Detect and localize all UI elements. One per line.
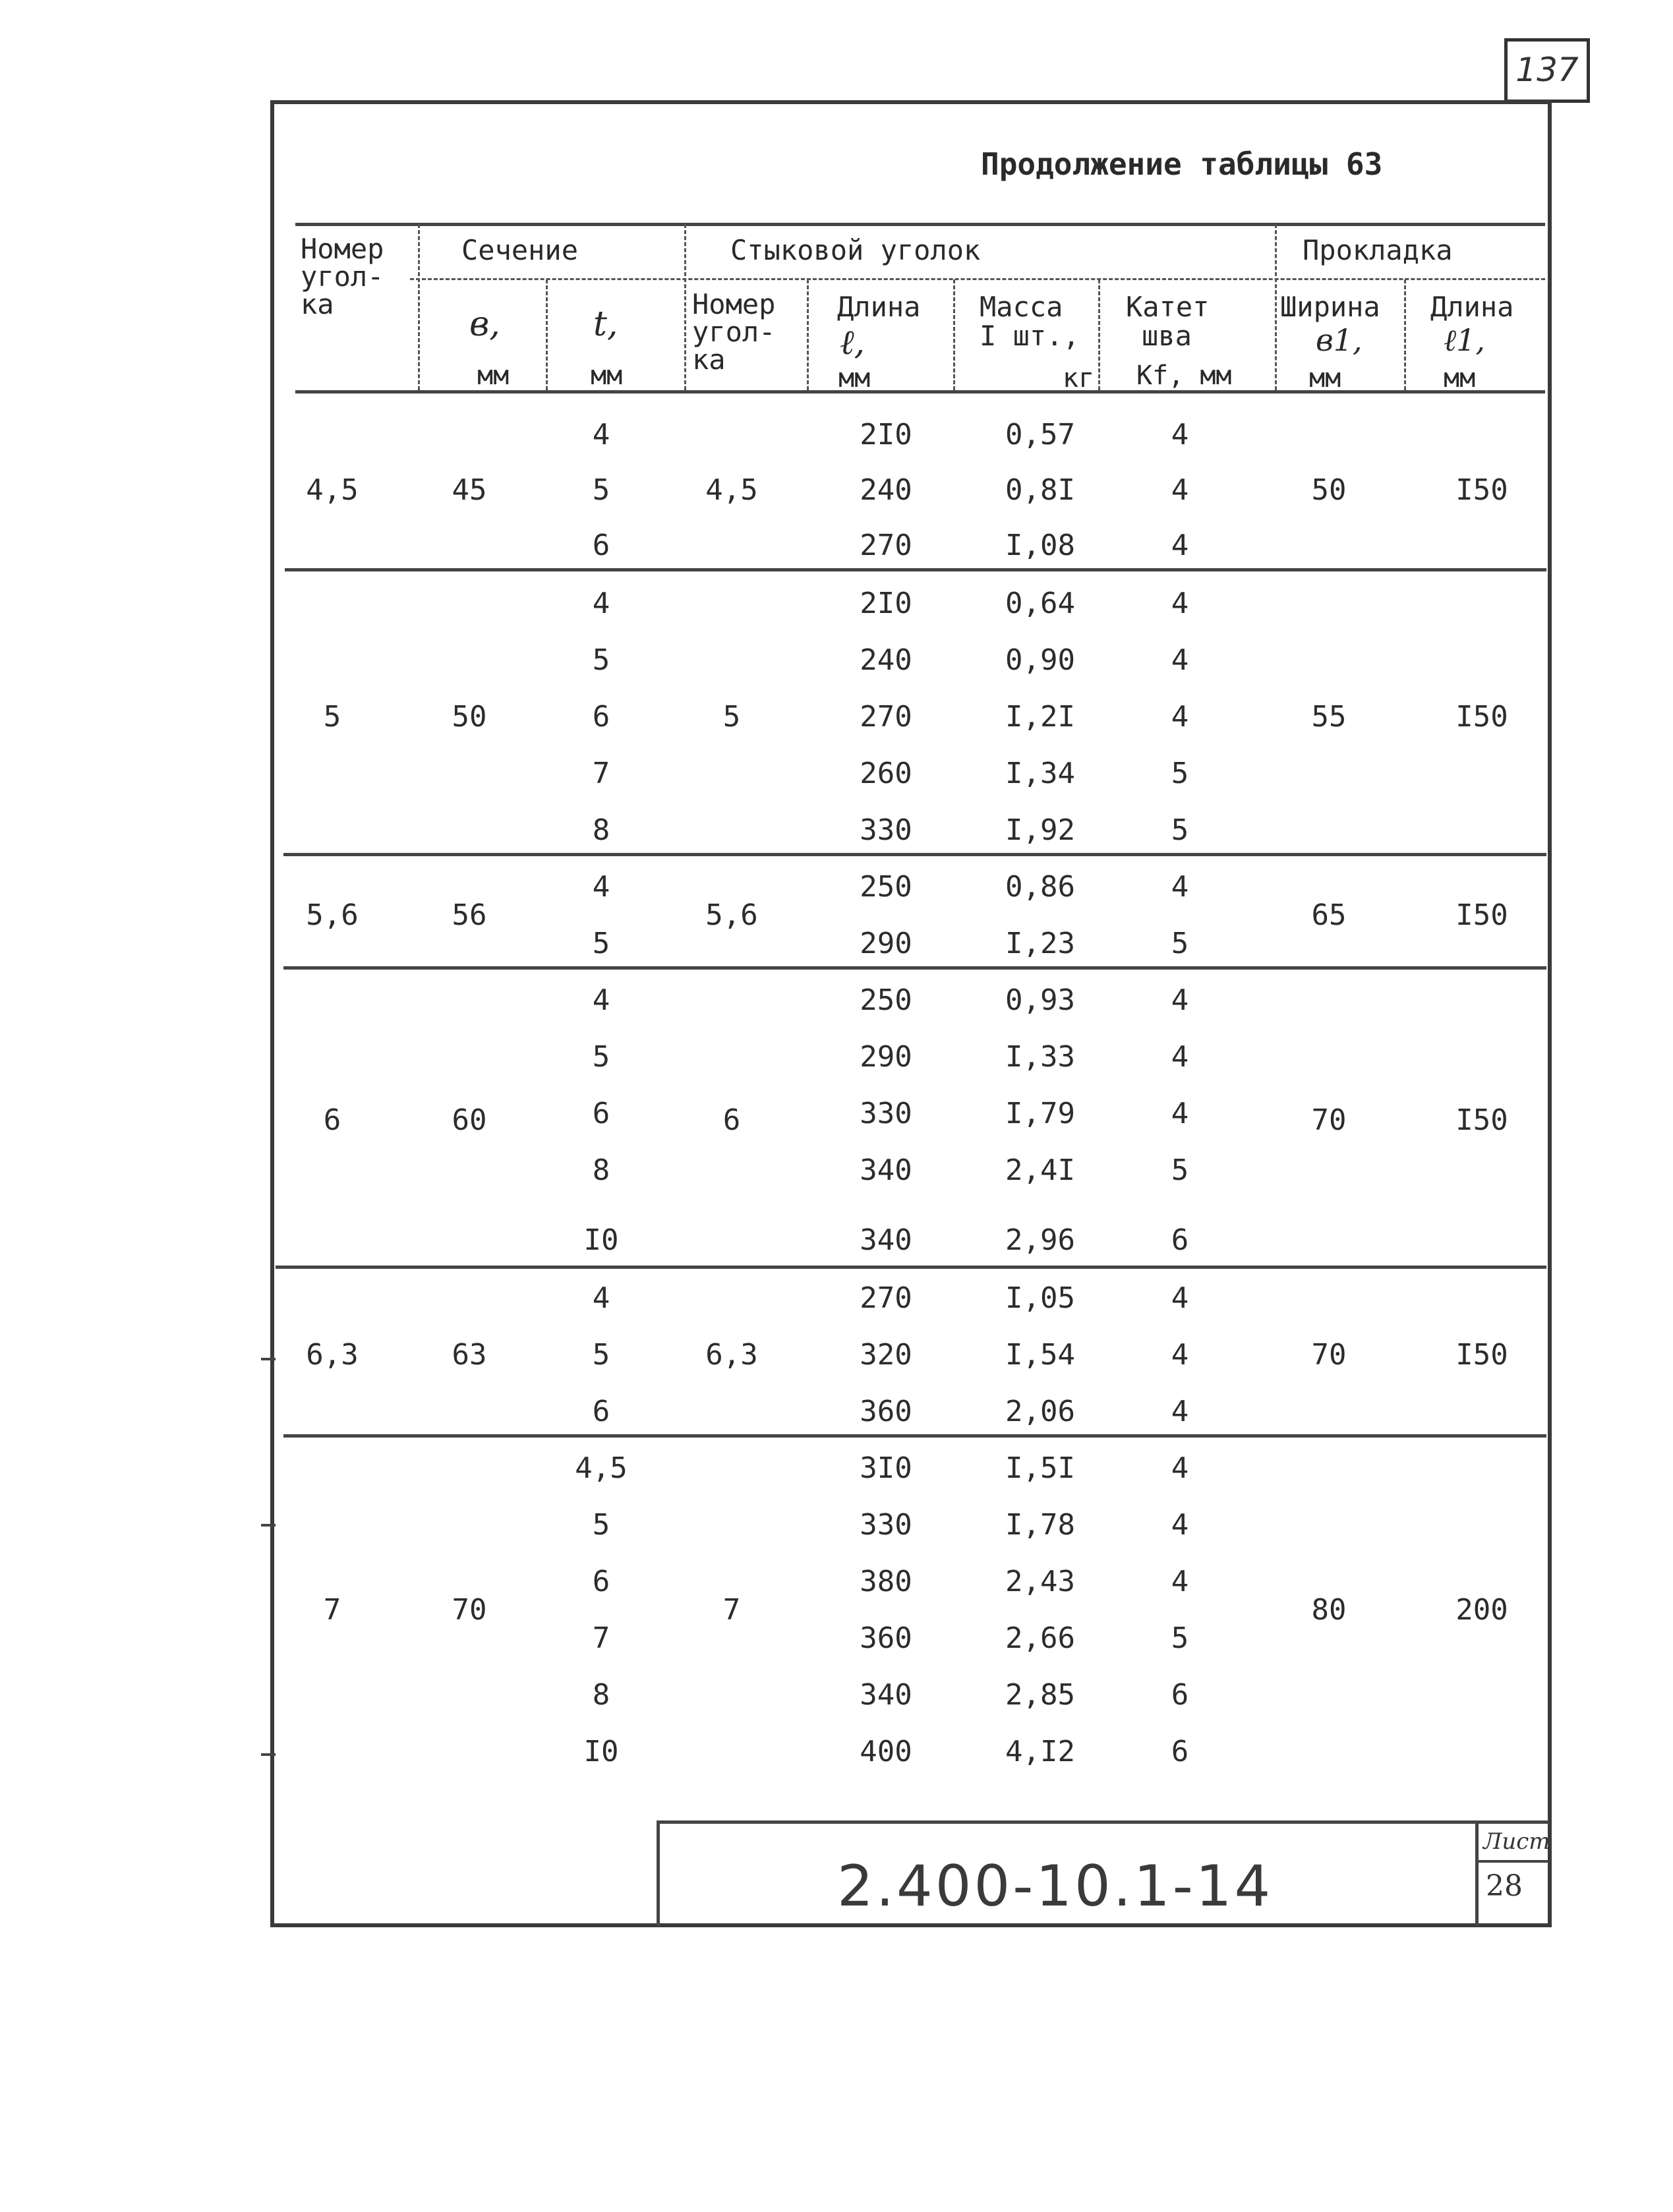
cell-massa: 2,66	[1005, 1621, 1075, 1655]
header-divider	[1404, 279, 1406, 390]
cell-dlina-prokladki: I50	[1455, 898, 1508, 932]
cell-katet: 4	[1171, 1451, 1189, 1485]
cell-massa: I,34	[1005, 757, 1075, 790]
group-separator	[283, 853, 1546, 856]
header-top-line	[295, 223, 1545, 226]
header-l-unit: мм	[838, 363, 871, 393]
cell-shirina: 50	[1311, 473, 1347, 507]
cell-dlina: 400	[860, 1735, 912, 1768]
cell-t: 4	[592, 587, 610, 620]
cell-dlina: 340	[860, 1223, 912, 1257]
cell-katet: 6	[1171, 1735, 1189, 1768]
header-sub-line	[410, 278, 1545, 280]
header-divider	[807, 279, 809, 390]
cell-katet: 4	[1171, 870, 1189, 904]
page-number-box	[1504, 38, 1590, 103]
cell-b: 50	[452, 700, 487, 734]
cell-t: 5	[592, 1338, 610, 1372]
cell-t: 4	[592, 983, 610, 1017]
header-stykovoy: Стыковой уголок	[730, 234, 981, 266]
cell-shirina: 55	[1311, 700, 1347, 734]
sheet-label: Лист	[1483, 1828, 1550, 1855]
cell-b: 63	[452, 1338, 487, 1372]
cell-massa: I,2I	[1005, 700, 1075, 734]
cell-massa: 2,96	[1005, 1223, 1075, 1257]
cell-t: 5	[592, 927, 610, 960]
cell-massa: 2,06	[1005, 1395, 1075, 1428]
cell-dlina-prokladki: I50	[1455, 1103, 1508, 1137]
header-nomer-3: ка	[301, 288, 334, 320]
header-b-unit: мм	[477, 361, 510, 391]
cell-t: 4	[592, 870, 610, 904]
cell-katet: 5	[1171, 1153, 1189, 1187]
cell-t: 5	[592, 473, 610, 507]
cell-dlina: 340	[860, 1153, 912, 1187]
cell-dlina: 2I0	[860, 587, 912, 620]
cell-dlina: 250	[860, 983, 912, 1017]
cell-b: 45	[452, 473, 487, 507]
cell-massa: 0,57	[1005, 418, 1075, 451]
cell-t: 5	[592, 643, 610, 677]
margin-tick	[261, 1753, 276, 1756]
header-divider	[1098, 279, 1100, 390]
cell-dlina: 360	[860, 1395, 912, 1428]
cell-dlina-prokladki: I50	[1455, 1338, 1508, 1372]
header-b1-unit: мм	[1309, 363, 1341, 393]
cell-katet: 4	[1171, 1338, 1189, 1372]
header-massa-1: Масса	[980, 291, 1063, 323]
cell-dlina: 290	[860, 1040, 912, 1074]
header-b1-symbol: в1,	[1316, 322, 1363, 358]
cell-katet: 5	[1171, 757, 1189, 790]
header-b-symbol: в,	[469, 305, 500, 344]
cell-katet: 4	[1171, 1040, 1189, 1074]
cell-shirina: 65	[1311, 898, 1347, 932]
cell-dlina: 330	[860, 1508, 912, 1542]
cell-dlina: 340	[860, 1678, 912, 1712]
margin-tick	[261, 1358, 276, 1360]
cell-stykovoy-nomer: 4,5	[705, 473, 758, 507]
cell-t: 8	[592, 813, 610, 847]
cell-katet: 4	[1171, 1395, 1189, 1428]
cell-massa: 2,43	[1005, 1565, 1075, 1598]
cell-t: 7	[592, 1621, 610, 1655]
header-katet-1: Катет	[1126, 291, 1210, 323]
cell-nomer-ugolka: 6	[323, 1103, 341, 1137]
group-separator	[276, 1266, 1546, 1269]
cell-t: 6	[592, 1395, 610, 1428]
cell-shirina: 70	[1311, 1338, 1347, 1372]
header-nomer2-3: ка	[692, 343, 726, 376]
header-nomer2-2: угол-	[692, 316, 776, 348]
cell-t: 6	[592, 529, 610, 562]
cell-t: 8	[592, 1153, 610, 1187]
cell-nomer-ugolka: 6,3	[306, 1338, 359, 1372]
page-number: 137	[1515, 51, 1579, 89]
cell-t: 6	[592, 1565, 610, 1598]
cell-massa: I,08	[1005, 529, 1075, 562]
header-l1-unit: мм	[1444, 363, 1476, 393]
cell-nomer-ugolka: 5,6	[306, 898, 359, 932]
cell-katet: 4	[1171, 473, 1189, 507]
header-prokladka: Прокладка	[1303, 234, 1453, 266]
header-massa-unit: кг	[1063, 363, 1095, 393]
cell-stykovoy-nomer: 7	[722, 1593, 741, 1627]
cell-massa: I,05	[1005, 1281, 1075, 1315]
header-l1-symbol: ℓ1,	[1444, 322, 1486, 358]
cell-massa: I,79	[1005, 1097, 1075, 1130]
cell-dlina: 260	[860, 757, 912, 790]
cell-katet: 6	[1171, 1678, 1189, 1712]
cell-dlina: 3I0	[860, 1451, 912, 1485]
header-l-symbol: ℓ,	[840, 323, 866, 363]
cell-dlina: 360	[860, 1621, 912, 1655]
cell-t: 7	[592, 757, 610, 790]
cell-dlina: 330	[860, 1097, 912, 1130]
header-divider	[546, 279, 548, 390]
cell-katet: 4	[1171, 1565, 1189, 1598]
cell-t: 6	[592, 1097, 610, 1130]
cell-shirina: 70	[1311, 1103, 1347, 1137]
cell-massa: 4,I2	[1005, 1735, 1075, 1768]
cell-katet: 4	[1171, 643, 1189, 677]
cell-massa: 2,4I	[1005, 1153, 1075, 1187]
group-separator	[283, 966, 1546, 970]
cell-t: 4	[592, 1281, 610, 1315]
cell-t: 4	[592, 418, 610, 451]
header-k-unit: Kf, мм	[1136, 361, 1232, 391]
cell-t: 8	[592, 1678, 610, 1712]
header-katet-2: шва	[1142, 320, 1192, 352]
sheet-number: 28	[1486, 1869, 1523, 1903]
header-dlina: Длина	[837, 291, 921, 323]
header-sechenie: Сечение	[461, 234, 579, 266]
cell-katet: 4	[1171, 587, 1189, 620]
cell-massa: 0,8I	[1005, 473, 1075, 507]
title-block-divider	[1475, 1860, 1549, 1863]
cell-katet: 5	[1171, 813, 1189, 847]
group-separator	[283, 1434, 1546, 1438]
cell-t: 4,5	[575, 1451, 628, 1485]
cell-b: 60	[452, 1103, 487, 1137]
header-t-symbol: t,	[593, 305, 618, 344]
margin-tick	[261, 1524, 276, 1527]
cell-katet: 4	[1171, 1097, 1189, 1130]
header-divider	[953, 279, 955, 390]
header-divider	[684, 224, 686, 390]
cell-massa: 0,93	[1005, 983, 1075, 1017]
header-shirina: Ширина	[1280, 291, 1380, 323]
cell-katet: 4	[1171, 700, 1189, 734]
cell-massa: 2,85	[1005, 1678, 1075, 1712]
cell-dlina: 270	[860, 700, 912, 734]
cell-katet: 4	[1171, 1281, 1189, 1315]
cell-dlina: 380	[860, 1565, 912, 1598]
header-nomer-2: угол-	[301, 260, 384, 293]
cell-katet: 5	[1171, 927, 1189, 960]
cell-b: 56	[452, 898, 487, 932]
cell-dlina: 250	[860, 870, 912, 904]
cell-dlina: 2I0	[860, 418, 912, 451]
header-t-unit: мм	[591, 361, 623, 391]
cell-t: 5	[592, 1508, 610, 1542]
cell-massa: 0,86	[1005, 870, 1075, 904]
header-nomer2-1: Номер	[692, 288, 776, 320]
cell-dlina-prokladki: I50	[1455, 700, 1508, 734]
cell-t: I0	[583, 1735, 619, 1768]
cell-dlina: 320	[860, 1338, 912, 1372]
cell-katet: 4	[1171, 983, 1189, 1017]
cell-dlina: 270	[860, 1281, 912, 1315]
cell-stykovoy-nomer: 6	[722, 1103, 741, 1137]
cell-katet: 5	[1171, 1621, 1189, 1655]
cell-massa: 0,64	[1005, 587, 1075, 620]
cell-stykovoy-nomer: 6,3	[705, 1338, 758, 1372]
cell-dlina: 290	[860, 927, 912, 960]
header-dlina2: Длина	[1430, 291, 1514, 323]
cell-massa: I,78	[1005, 1508, 1075, 1542]
header-massa-2: I шт.,	[980, 320, 1080, 352]
header-divider	[1275, 224, 1277, 390]
document-code: 2.400-10.1-14	[837, 1853, 1274, 1919]
header-nomer-1: Номер	[301, 233, 384, 265]
cell-massa: I,92	[1005, 813, 1075, 847]
cell-massa: I,54	[1005, 1338, 1075, 1372]
cell-nomer-ugolka: 5	[323, 700, 341, 734]
cell-dlina: 240	[860, 643, 912, 677]
title-block-divider	[1475, 1820, 1479, 1926]
cell-b: 70	[452, 1593, 487, 1627]
cell-t: 5	[592, 1040, 610, 1074]
cell-katet: 6	[1171, 1223, 1189, 1257]
cell-dlina: 330	[860, 813, 912, 847]
cell-katet: 4	[1171, 418, 1189, 451]
cell-katet: 4	[1171, 1508, 1189, 1542]
cell-nomer-ugolka: 7	[323, 1593, 341, 1627]
cell-shirina: 80	[1311, 1593, 1347, 1627]
group-separator	[285, 568, 1546, 571]
cell-dlina-prokladki: 200	[1455, 1593, 1508, 1627]
cell-dlina: 240	[860, 473, 912, 507]
header-divider	[418, 224, 420, 390]
cell-t: I0	[583, 1223, 619, 1257]
cell-massa: 0,90	[1005, 643, 1075, 677]
cell-dlina: 270	[860, 529, 912, 562]
cell-nomer-ugolka: 4,5	[306, 473, 359, 507]
cell-massa: I,5I	[1005, 1451, 1075, 1485]
cell-stykovoy-nomer: 5	[722, 700, 741, 734]
cell-massa: I,33	[1005, 1040, 1075, 1074]
cell-dlina-prokladki: I50	[1455, 473, 1508, 507]
cell-stykovoy-nomer: 5,6	[705, 898, 758, 932]
cell-massa: I,23	[1005, 927, 1075, 960]
cell-katet: 4	[1171, 529, 1189, 562]
cell-t: 6	[592, 700, 610, 734]
table-caption: Продолжение таблицы 63	[981, 146, 1383, 182]
